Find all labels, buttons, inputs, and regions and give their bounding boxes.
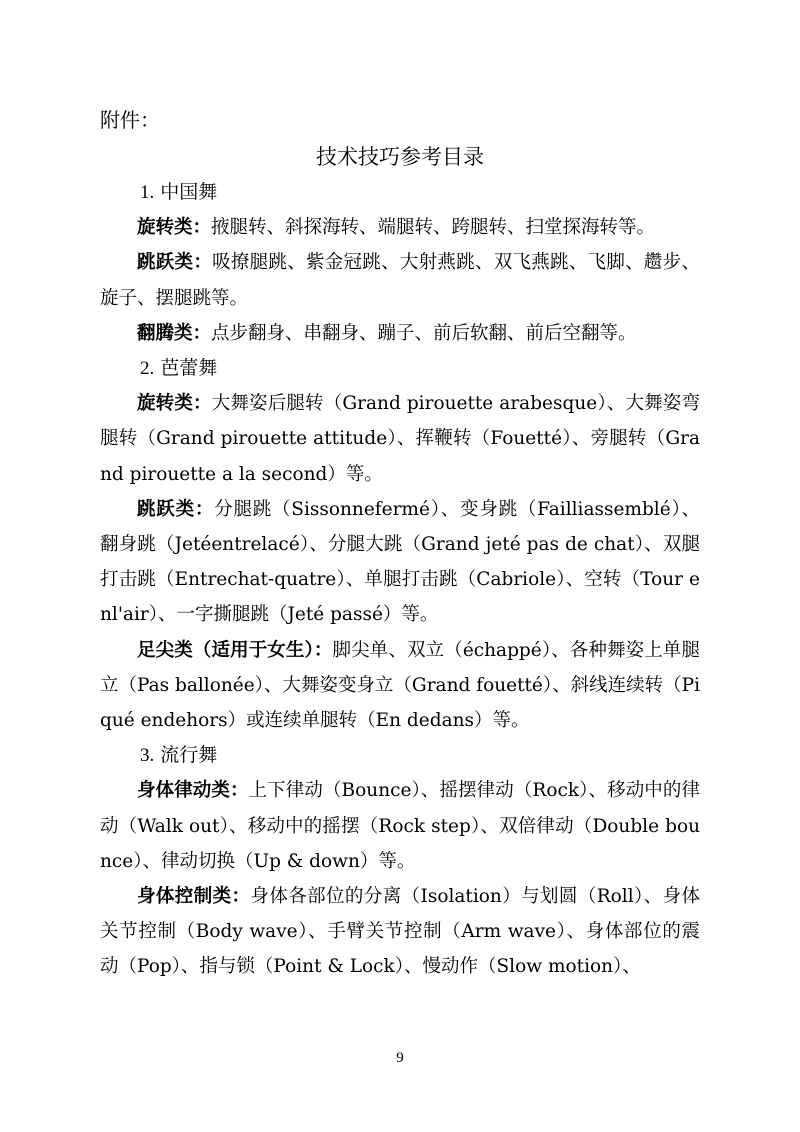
item-label: 跳跃类： — [137, 498, 215, 520]
paragraph-item — [100, 245, 700, 315]
item-text: 吸撩腿跳、紫金冠跳、大射燕跳、双飞燕跳、飞脚、趱步、旋子、摆腿跳等。 — [100, 252, 700, 309]
item-text: 上下律动（Bounce）、摇摆律动（Rock）、移动中的律动（Walk out）、移动中的摇摆（Rock step）、双倍律动（Double bounce）、律动切换（Up & down）等。 — [100, 780, 700, 872]
item-label: 身体控制类： — [137, 886, 251, 908]
section-number: 3. — [140, 745, 155, 767]
section-number: 2. — [140, 358, 155, 380]
document-body — [100, 175, 700, 985]
section-name: 流行舞 — [160, 744, 218, 767]
paragraph-item — [100, 316, 700, 351]
item-label: 旋转类： — [137, 217, 212, 239]
item-label: 翻腾类： — [137, 322, 212, 344]
section-number: 1. — [140, 182, 155, 203]
paragraph-item — [100, 386, 700, 492]
paragraph-item — [100, 773, 700, 879]
item-label: 跳跃类： — [137, 252, 213, 274]
section-heading-ballet — [100, 351, 700, 386]
section-name: 芭蕾舞 — [160, 357, 218, 380]
paragraph-item — [100, 210, 700, 245]
item-text: 掖腿转、斜探海转、端腿转、跨腿转、扫堂探海转等。 — [211, 217, 656, 239]
paragraph-item — [100, 492, 700, 633]
page-number: 9 — [396, 1050, 404, 1066]
paragraph-item — [100, 879, 700, 985]
item-text: 脚尖单、双立（échappé）、各种舞姿上单腿立（Pas ballonée）、大舞姿变身立（Grand fouetté）、斜线连续转（Piqué endehors）或连续单腿转（En dedans）等。 — [100, 639, 700, 732]
section-name: 中国舞 — [160, 181, 218, 203]
section-heading-popular-dance — [100, 738, 700, 773]
item-label: 旋转类： — [137, 393, 212, 415]
item-text: 身体各部位的分离（Isolation）与划圆（Roll）、身体关节控制（Body wave）、手臂关节控制（Arm wave）、身体部位的震动（Pop）、指与锁（Point & Lock）、慢动作（Slow motion）、 — [100, 886, 700, 978]
paragraph-item — [100, 633, 700, 739]
item-text: 分腿跳（Sissonnefermé）、变身跳（Failliassemblé）、翻身跳（Jetéentrelacé）、分腿大跳（Grand jeté pas de chat）、双腿打击跳（Entrechat-quatre）、单腿打击跳（Cabriole）、空转（Tour enl'air）、一字撕腿跳（Jeté passé）等。 — [100, 498, 700, 626]
item-label: 足尖类（适用于女生）： — [137, 639, 333, 661]
item-text: 点步翻身、串翻身、蹦子、前后软翻、前后空翻等。 — [211, 322, 637, 344]
item-label: 身体律动类： — [137, 780, 249, 802]
document-title: 技术技巧参考目录 — [316, 145, 484, 169]
section-heading-chinese-dance — [100, 175, 700, 210]
attachment-label: 附件： — [100, 108, 160, 132]
item-text: 大舞姿后腿转（Grand pirouette arabesque）、大舞姿弯腿转（Grand pirouette attitude）、挥鞭转（Fouetté）、旁腿转（Grand pirouette a la second）等。 — [100, 393, 700, 485]
